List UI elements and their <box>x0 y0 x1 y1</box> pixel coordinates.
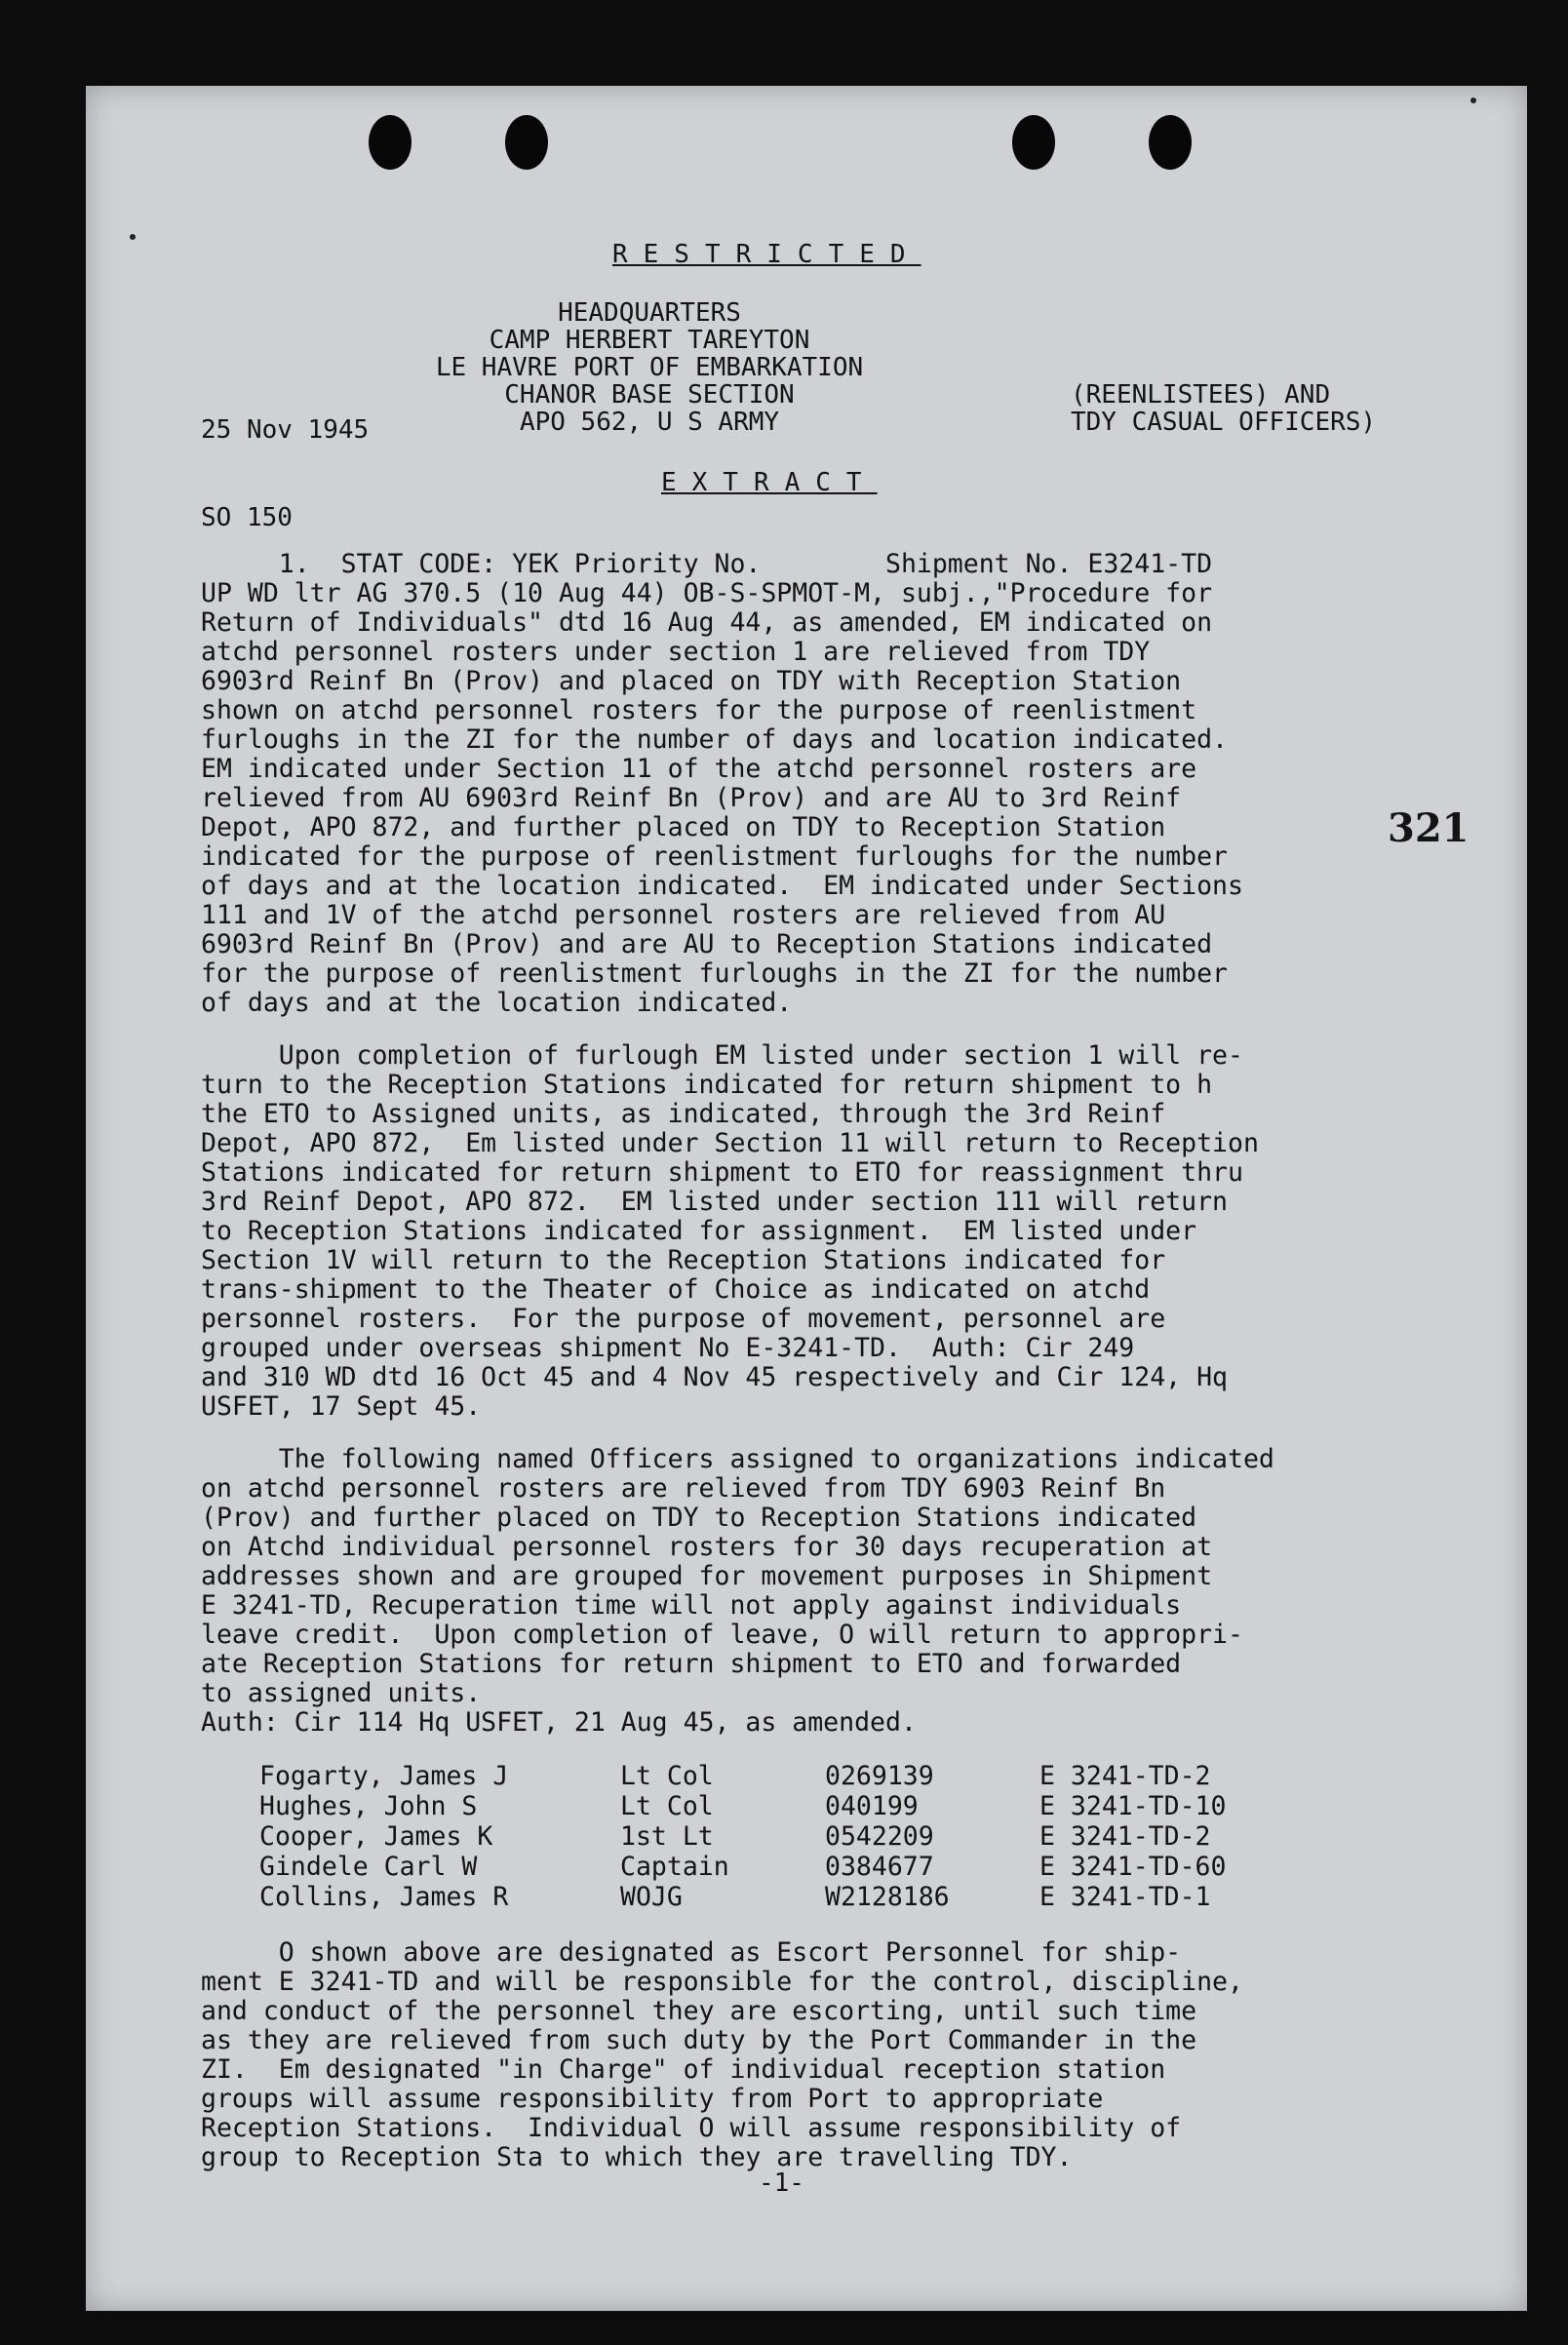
classification-title: RESTRICTED <box>612 240 921 269</box>
stamp-number: 321 <box>1388 805 1470 851</box>
text-line: (Prov) and further placed on TDY to Reception Stations indicated <box>201 1503 1197 1533</box>
text-line: ZI. Em designated "in Charge" of individual reception station <box>201 2054 1166 2085</box>
text-line: Upon completion of furlough EM listed under section 1 will re- <box>201 1040 1243 1071</box>
officer-rank: Captain <box>620 1852 729 1882</box>
punch-hole <box>1012 115 1055 170</box>
officer-rank: Lt Col <box>620 1791 714 1821</box>
punch-hole <box>505 115 548 170</box>
text-line: UP WD ltr AG 370.5 (10 Aug 44) OB-S-SPMOT-M, subj.,"Procedure for <box>201 578 1213 608</box>
officer-name: Hughes, John S <box>259 1791 478 1821</box>
paragraph-3 <box>201 1445 1274 1738</box>
hq-line: APO 562, U S ARMY <box>519 408 780 437</box>
text-line: ate Reception Stations for return shipment to ETO and forwarded <box>201 1649 1182 1679</box>
text-line: 111 and 1V of the atchd personnel rosters are relieved from AU <box>201 900 1166 930</box>
text-line: USFET, 17 Sept 45. <box>201 1391 482 1422</box>
text-line: E 3241-TD, Recuperation time will not apply against individuals <box>201 1590 1182 1621</box>
text-line: as they are relieved from such duty by the Port Commander in the <box>201 2025 1197 2055</box>
officer-name: Collins, James R <box>259 1882 509 1912</box>
officer-shipment: E 3241-TD-1 <box>1039 1882 1211 1912</box>
officer-rank: 1st Lt <box>620 1821 714 1852</box>
text-line: indicated for the purpose of reenlistment furloughs for the number <box>201 841 1228 872</box>
officer-serial: W2128186 <box>825 1882 950 1912</box>
text-line: Depot, APO 872, Em listed under Section 11 will return to Reception <box>201 1128 1259 1158</box>
officer-roster-table <box>259 1761 1293 1912</box>
officer-row <box>259 1761 1293 1791</box>
text-line: atchd personnel rosters under section 1 are relieved from TDY <box>201 637 1151 667</box>
text-line: ment E 3241-TD and will be responsible for the control, discipline, <box>201 1967 1243 1997</box>
officer-shipment: E 3241-TD-2 <box>1039 1761 1211 1791</box>
text-line: to assigned units. <box>201 1678 482 1708</box>
officer-serial: 0542209 <box>825 1821 934 1852</box>
punch-hole <box>1149 115 1192 170</box>
text-line: group to Reception Sta to which they are travelling TDY. <box>201 2142 1073 2172</box>
paragraph-2 <box>201 1041 1259 1422</box>
text-line: and conduct of the personnel they are escorting, until such time <box>201 1996 1197 2026</box>
officer-name: Fogarty, James J <box>259 1761 509 1791</box>
text-line: Return of Individuals" dtd 16 Aug 44, as amended, EM indicated on <box>201 607 1213 638</box>
text-line: to Reception Stations indicated for assignment. EM listed under <box>201 1216 1197 1246</box>
text-line: grouped under overseas shipment No E-3241-TD. Auth: Cir 249 <box>201 1333 1135 1363</box>
text-line: O shown above are designated as Escort Personnel for ship- <box>201 1937 1182 1968</box>
text-line: 1. STAT CODE: YEK Priority No. Shipment No. E3241-TD <box>201 549 1213 579</box>
document-page <box>86 86 1527 2311</box>
text-line: groups will assume responsibility from Port to appropriate <box>201 2084 1104 2114</box>
speck-mark <box>1470 98 1476 103</box>
officer-rank: Lt Col <box>620 1761 714 1791</box>
text-line: trans-shipment to the Theater of Choice as indicated on atchd <box>201 1274 1151 1305</box>
paragraph-1 <box>201 550 1243 1018</box>
text-line: the ETO to Assigned units, as indicated, through the 3rd Reinf <box>201 1099 1166 1129</box>
extract-title: EXTRACT <box>661 468 878 497</box>
text-line: Section 1V will return to the Reception Stations indicated for <box>201 1245 1166 1275</box>
text-line: for the purpose of reenlistment furloughs in the ZI for the number <box>201 958 1228 989</box>
officer-serial: 040199 <box>825 1791 919 1821</box>
officer-rank: WOJG <box>620 1882 683 1912</box>
text-line: Reception Stations. Individual O will assume responsibility of <box>201 2113 1182 2143</box>
text-line: and 310 WD dtd 16 Oct 45 and 4 Nov 45 respectively and Cir 124, Hq <box>201 1362 1228 1392</box>
text-line: EM indicated under Section 11 of the atchd personnel rosters are <box>201 754 1197 784</box>
hq-line: LE HAVRE PORT OF EMBARKATION <box>435 353 864 382</box>
text-line: furloughs in the ZI for the number of days and location indicated. <box>201 724 1228 755</box>
subject-note: (REENLISTEES) AND <box>1071 380 1331 410</box>
officer-shipment: E 3241-TD-2 <box>1039 1821 1211 1852</box>
text-line: personnel rosters. For the purpose of movement, personnel are <box>201 1304 1166 1334</box>
text-line: relieved from AU 6903rd Reinf Bn (Prov) and are AU to 3rd Reinf <box>201 783 1182 813</box>
text-line: The following named Officers assigned to organizations indicated <box>201 1444 1274 1474</box>
text-line: 6903rd Reinf Bn (Prov) and are AU to Reception Stations indicated <box>201 929 1213 959</box>
order-date: 25 Nov 1945 <box>201 415 370 445</box>
text-line: leave credit. Upon completion of leave, O will return to appropri- <box>201 1620 1243 1650</box>
text-line: of days and at the location indicated. EM indicated under Sections <box>201 871 1243 901</box>
officer-shipment: E 3241-TD-10 <box>1039 1791 1227 1821</box>
hq-line: CAMP HERBERT TAREYTON <box>489 326 810 355</box>
officer-shipment: E 3241-TD-60 <box>1039 1852 1227 1882</box>
hq-line: CHANOR BASE SECTION <box>504 380 795 410</box>
text-line: Auth: Cir 114 Hq USFET, 21 Aug 45, as amended. <box>201 1707 917 1738</box>
text-line: on atchd personnel rosters are relieved from TDY 6903 Reinf Bn <box>201 1473 1166 1504</box>
subject-note: TDY CASUAL OFFICERS) <box>1071 408 1377 437</box>
punch-hole <box>369 115 412 170</box>
text-line: 6903rd Reinf Bn (Prov) and placed on TDY with Reception Station <box>201 666 1182 696</box>
officer-name: Gindele Carl W <box>259 1852 478 1882</box>
paragraph-4 <box>201 1938 1243 2172</box>
officer-serial: 0269139 <box>825 1761 934 1791</box>
officer-name: Cooper, James K <box>259 1821 493 1852</box>
officer-serial: 0384677 <box>825 1852 934 1882</box>
text-line: on Atchd individual personnel rosters for 30 days recuperation at <box>201 1532 1213 1562</box>
officer-row <box>259 1821 1293 1852</box>
text-line: turn to the Reception Stations indicated for return shipment to h <box>201 1070 1213 1100</box>
speck-mark <box>130 234 136 240</box>
officer-row <box>259 1882 1293 1912</box>
text-line: 3rd Reinf Depot, APO 872. EM listed under section 111 will return <box>201 1187 1228 1217</box>
order-number: SO 150 <box>201 503 293 532</box>
officer-row <box>259 1852 1293 1882</box>
text-line: shown on atchd personnel rosters for the purpose of reenlistment <box>201 695 1197 725</box>
officer-row <box>259 1791 1293 1821</box>
text-line: Depot, APO 872, and further placed on TDY to Reception Station <box>201 812 1166 842</box>
text-line: of days and at the location indicated. <box>201 988 793 1018</box>
text-line: addresses shown and are grouped for movement purposes in Shipment <box>201 1561 1213 1591</box>
text-line: Stations indicated for return shipment to ETO for reassignment thru <box>201 1157 1243 1188</box>
hq-line: HEADQUARTERS <box>558 298 741 328</box>
page-number: -1- <box>759 2169 804 2198</box>
